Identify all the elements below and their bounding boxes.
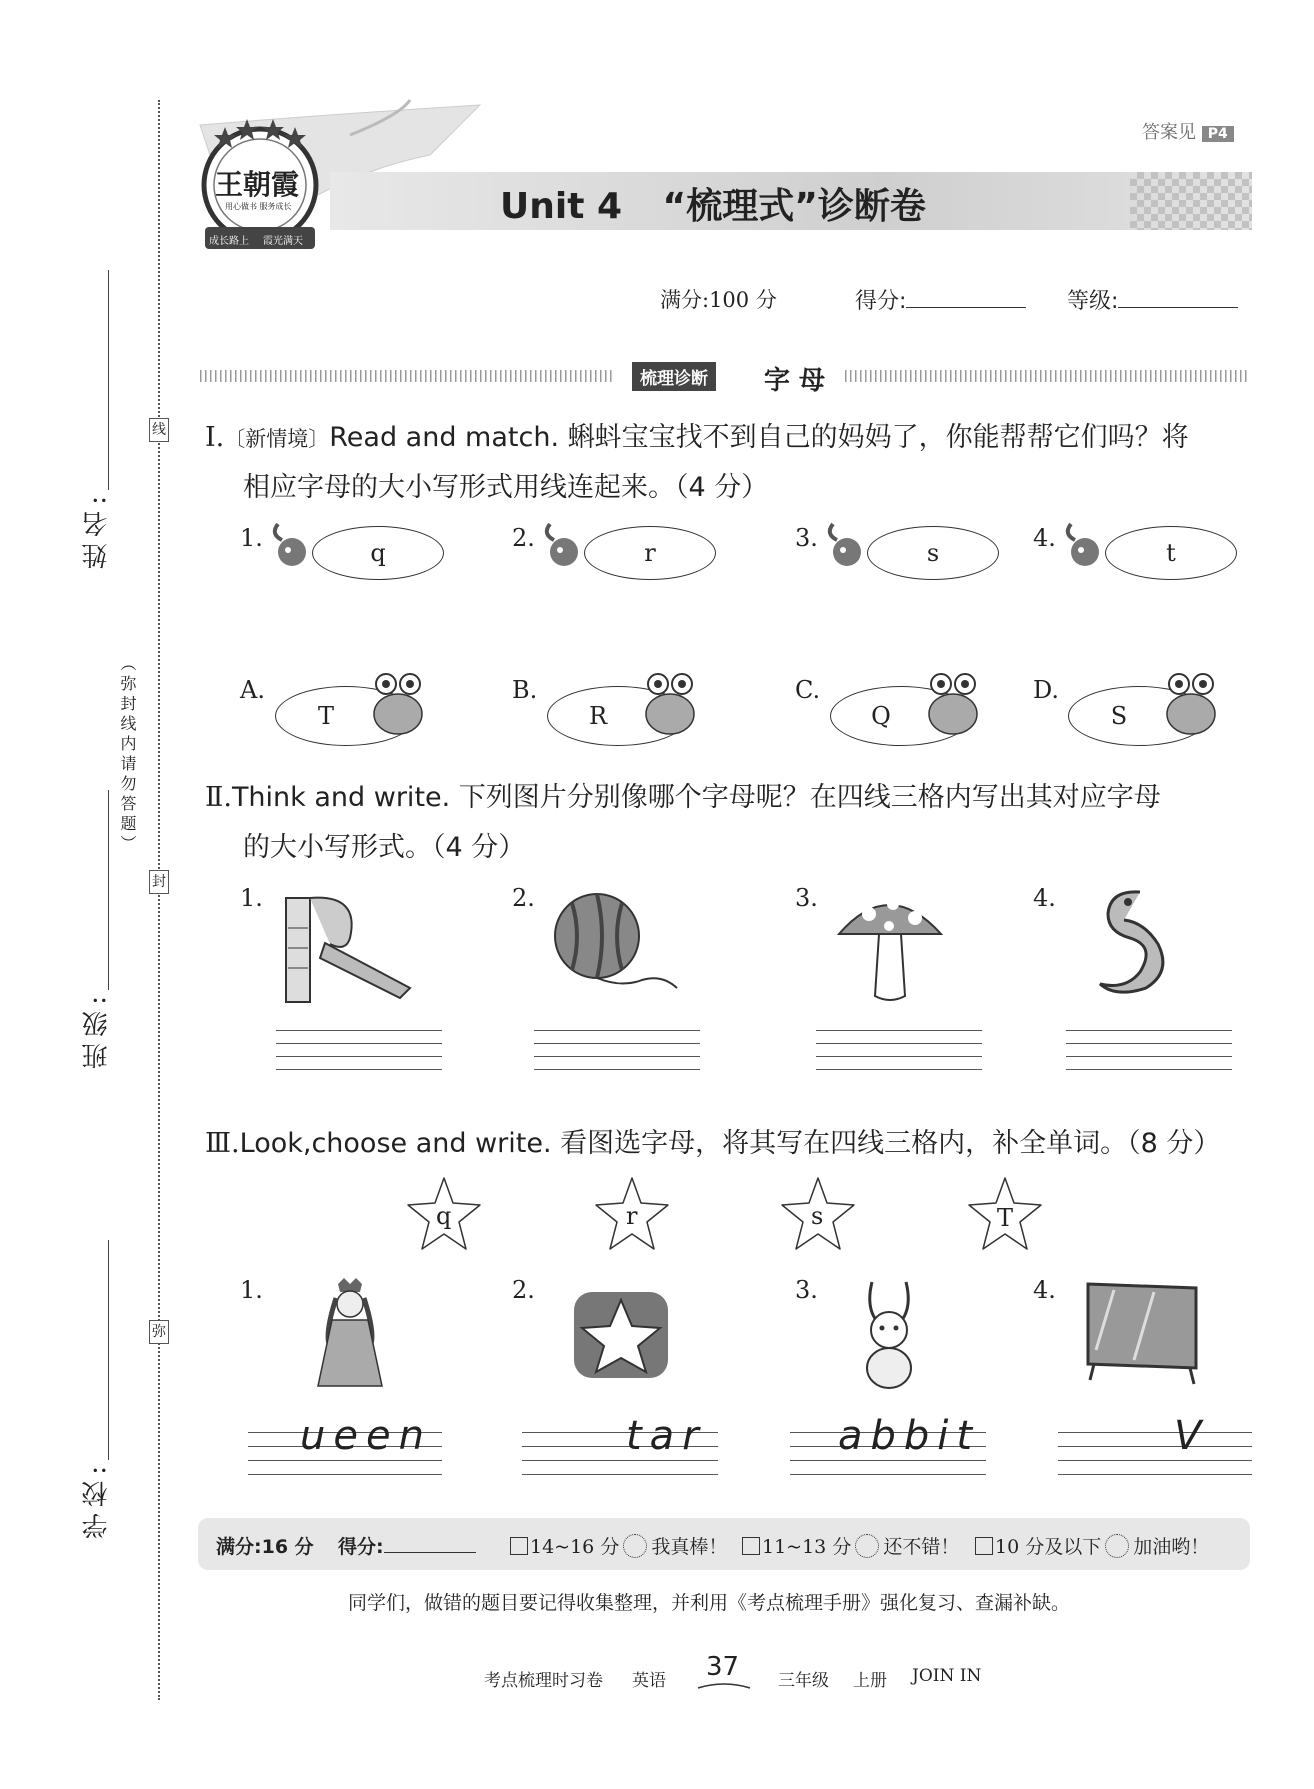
frog-ellipse[interactable]: Q — [830, 686, 972, 746]
rabbit-icon — [848, 1276, 930, 1392]
partial-word: V — [1174, 1413, 1210, 1459]
answer-ref-page: P4 — [1202, 126, 1234, 142]
tadpole-ellipse[interactable]: t — [1105, 526, 1237, 580]
tv-icon — [1084, 1280, 1200, 1386]
checkbox-icon[interactable] — [975, 1537, 993, 1555]
star-icon — [572, 1290, 670, 1380]
page-number-underline — [696, 1680, 752, 1690]
score-option-3[interactable]: 10 分及以下 加油哟！ — [975, 1532, 1209, 1559]
frog-label: A. — [240, 676, 265, 704]
q3-item-num: 3. — [795, 1276, 818, 1304]
tadpole-icon — [540, 520, 588, 570]
q3-item-num: 2. — [512, 1276, 535, 1304]
q3-item-num: 1. — [240, 1276, 263, 1304]
school-line — [108, 1240, 109, 1460]
frog-label: C. — [795, 676, 821, 704]
full-score: 满分:100 分 — [660, 288, 777, 312]
q2-item-num: 2. — [512, 884, 535, 912]
seal-note: （弥封线内请勿答题） — [118, 655, 137, 855]
score-label: 得分: — [855, 289, 907, 314]
tadpole-icon — [823, 520, 871, 570]
scorebar-score-label: 得分: — [338, 1536, 384, 1558]
answer-blank[interactable] — [1058, 1418, 1158, 1474]
frog-label: D. — [1033, 676, 1060, 704]
frog-icon — [1163, 670, 1223, 740]
score-option-2[interactable]: 11~13 分 还不错！ — [742, 1532, 959, 1559]
q3-item-num: 4. — [1033, 1276, 1056, 1304]
section-name: 字 母 — [764, 366, 826, 396]
watermelon-balloon-icon — [552, 888, 682, 1006]
name-label: 姓名: — [82, 490, 112, 569]
writing-lines[interactable] — [1066, 1018, 1232, 1070]
section-tag: 梳理诊断 — [632, 362, 716, 391]
answer-ref-label: 答案见 — [1142, 122, 1196, 143]
logo-sub: 用心做书 服务成长 — [225, 202, 292, 211]
q3-numeral: Ⅲ. — [205, 1128, 240, 1159]
partial-word: tar — [626, 1413, 707, 1459]
q2-line1 — [205, 774, 1161, 822]
writing-lines[interactable] — [816, 1018, 982, 1070]
section-rule-right — [845, 370, 1250, 382]
footer-term: 上册 — [853, 1671, 887, 1691]
frog-ellipse[interactable]: R — [547, 686, 689, 746]
q1-text1: Read and match. 蝌蚪宝宝找不到自己的妈妈了，你能帮帮它们吗？将 — [329, 422, 1189, 453]
q1-numeral: Ⅰ. — [205, 422, 225, 453]
q1-text2: 相应字母的大小写形式用线连起来。（4 分） — [243, 472, 769, 503]
tadpole-icon — [268, 520, 316, 570]
score-field[interactable] — [855, 284, 1026, 315]
footer-book: 考点梳理时习卷 — [484, 1671, 603, 1691]
tadpole-ellipse[interactable]: r — [584, 526, 716, 580]
logo-motto-right: 霞光满天 — [263, 236, 303, 247]
page-title — [500, 178, 926, 229]
mushroom-icon — [833, 886, 948, 1006]
mark-seal: 封 — [149, 870, 169, 894]
checkbox-icon[interactable] — [510, 1537, 528, 1555]
footer-edition: JOIN IN — [912, 1666, 982, 1686]
q2-text2: 的大小写形式。（4 分） — [243, 832, 526, 863]
footer-grade: 三年级 — [778, 1671, 829, 1691]
answer-blank[interactable] — [248, 1418, 290, 1474]
seal-dotted-line — [158, 100, 160, 1700]
writing-lines[interactable] — [534, 1018, 700, 1070]
q3-line1 — [205, 1120, 1220, 1168]
q2-item-num: 1. — [240, 884, 263, 912]
mark-line: 线 — [149, 418, 169, 442]
name-line — [108, 270, 109, 490]
tadpole-num: 4. — [1033, 524, 1056, 552]
scorebar-full: 满分:16 分 — [216, 1536, 314, 1558]
tadpole-num: 2. — [512, 524, 535, 552]
footer-note: 同学们，做错的题目要记得收集整理，并利用《考点梳理手册》强化复习、查漏补缺。 — [348, 1592, 1071, 1614]
q2-text1: Think and write. 下列图片分别像哪个字母呢？在四线三格内写出其对应字母 — [231, 782, 1161, 813]
partial-word: ueen — [300, 1413, 432, 1459]
star-option-letter: s — [811, 1202, 824, 1230]
frog-ellipse[interactable]: T — [275, 686, 417, 746]
tadpole-icon — [1061, 520, 1109, 570]
q3-text: Look,choose and write. 看图选字母，将其写在四线三格内，补全单词。（8 分） — [239, 1128, 1221, 1159]
q2-item-num: 4. — [1033, 884, 1056, 912]
star-option-letter: T — [997, 1204, 1014, 1232]
frog-icon — [370, 670, 430, 740]
grade-label: 等级: — [1067, 289, 1119, 314]
logo-motto-left: 成长路上 — [209, 236, 249, 247]
mark-mi: 弥 — [149, 1320, 169, 1344]
q2-numeral: Ⅱ. — [205, 782, 232, 813]
answer-ref — [1142, 118, 1234, 144]
scorebar-score-field[interactable] — [338, 1532, 476, 1559]
checkbox-icon[interactable] — [742, 1537, 760, 1555]
seahorse-icon — [1080, 880, 1180, 1006]
frog-label: B. — [512, 676, 538, 704]
queen-icon — [310, 1276, 390, 1390]
star-option-letter: r — [626, 1202, 638, 1230]
q1-tag: 〔新情境〕 — [224, 427, 330, 451]
class-line — [108, 790, 109, 990]
score-option-1[interactable]: 14~16 分 我真棒！ — [510, 1532, 727, 1559]
logo-brand: 王朝霞 — [215, 168, 300, 201]
writing-lines[interactable] — [276, 1018, 442, 1070]
title-unit: Unit 4 — [500, 186, 622, 227]
slide-icon — [280, 888, 415, 1006]
answer-blank[interactable] — [790, 1418, 830, 1474]
star-option-letter: q — [436, 1202, 452, 1230]
title-name: “梳理式”诊断卷 — [662, 186, 926, 227]
class-label: 班级: — [82, 990, 112, 1069]
footer-subject: 英语 — [632, 1671, 666, 1691]
cheer-face-icon — [1105, 1534, 1129, 1558]
smile-face-icon — [855, 1534, 879, 1558]
school-label: 学校: — [82, 1460, 112, 1539]
q1-line1 — [205, 414, 1189, 463]
frog-icon — [642, 670, 702, 740]
tadpole-ellipse[interactable]: q — [312, 526, 444, 580]
brand-logo — [195, 115, 325, 255]
frog-icon — [925, 670, 985, 740]
tadpole-num: 1. — [240, 524, 263, 552]
checker-pattern — [1130, 172, 1252, 230]
smile-face-icon — [623, 1534, 647, 1558]
q2-item-num: 3. — [795, 884, 818, 912]
section-rule-left — [200, 370, 612, 382]
answer-blank[interactable] — [522, 1418, 622, 1474]
frog-ellipse[interactable]: S — [1068, 686, 1210, 746]
page-number: 37 — [706, 1652, 740, 1682]
tadpole-ellipse[interactable]: s — [867, 526, 999, 580]
partial-word: abbit — [838, 1413, 981, 1459]
tadpole-num: 3. — [795, 524, 818, 552]
grade-field[interactable] — [1067, 284, 1238, 315]
